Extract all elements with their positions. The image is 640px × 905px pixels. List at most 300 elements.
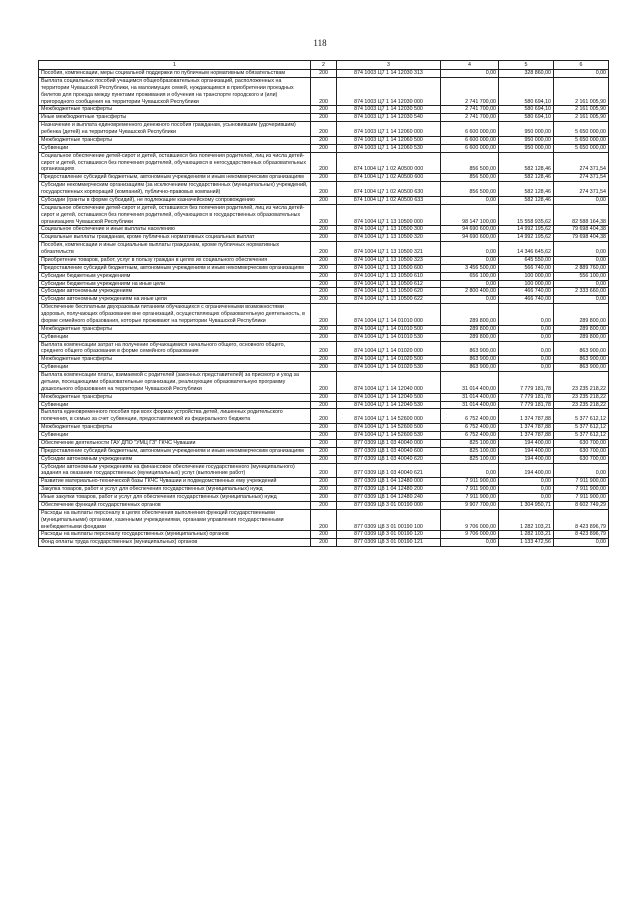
row-executed-amount: 466 740,00 <box>499 296 554 304</box>
row-line-code: 200 <box>311 325 337 333</box>
row-description: Закупка товаров, работ и услуг для обеспечения государственных (муниципальных) нужд <box>39 486 311 494</box>
row-unexecuted-amount: 5 650 000,00 <box>554 122 609 137</box>
row-unexecuted-amount: 5 377 612,12 <box>554 424 609 432</box>
row-line-code: 200 <box>311 242 337 257</box>
table-row <box>39 304 609 326</box>
row-approved-amount: 3 456 500,00 <box>441 264 499 272</box>
row-description: Обеспечение бесплатным двухразовым питанием обучающихся с ограниченными возможностями здоровья, получающих образование вне организаций, осуществляющих образовательную деятельность, в форме семейного образования, которые проживают на территории Чувашской Республики <box>39 304 311 326</box>
row-approved-amount: 0,00 <box>441 296 499 304</box>
row-line-code: 200 <box>311 439 337 447</box>
row-budget-classification-code: 874 1004 Ц7 1 13 10500 300 <box>337 226 441 234</box>
row-approved-amount: 856 500,00 <box>441 152 499 174</box>
row-executed-amount: 7 779 181,78 <box>499 372 554 394</box>
row-line-code: 200 <box>311 455 337 463</box>
row-unexecuted-amount: 863 900,00 <box>554 341 609 356</box>
row-description: Субвенции <box>39 144 311 152</box>
table-row <box>39 509 609 531</box>
table-row <box>39 226 609 234</box>
row-executed-amount: 0,00 <box>499 325 554 333</box>
row-description: Иные межбюджетные трансферты <box>39 114 311 122</box>
table-row <box>39 280 609 288</box>
row-approved-amount: 0,00 <box>441 196 499 204</box>
row-executed-amount: 1 133 472,56 <box>499 539 554 547</box>
row-unexecuted-amount: 5 377 612,12 <box>554 409 609 424</box>
row-budget-classification-code: 874 1003 Ц7 1 14 12060 000 <box>337 122 441 137</box>
row-executed-amount: 1 282 103,21 <box>499 531 554 539</box>
row-description: Субсидии автономным учреждениям <box>39 288 311 296</box>
row-approved-amount: 0,00 <box>441 70 499 78</box>
budget-execution-table <box>38 60 609 547</box>
column-number-5: 5 <box>499 61 554 70</box>
row-line-code: 200 <box>311 463 337 478</box>
row-budget-classification-code: 874 1004 Ц7 1 13 10500 620 <box>337 288 441 296</box>
row-unexecuted-amount: 0,00 <box>554 463 609 478</box>
row-description: Предоставление субсидий бюджетным, автономным учреждениям и иным некоммерческим организациям <box>39 264 311 272</box>
table-body <box>39 70 609 547</box>
row-unexecuted-amount: 863 900,00 <box>554 364 609 372</box>
row-description: Межбюджетные трансферты <box>39 136 311 144</box>
row-unexecuted-amount: 79 698 404,38 <box>554 226 609 234</box>
table-row <box>39 364 609 372</box>
row-approved-amount: 7 911 900,00 <box>441 486 499 494</box>
row-line-code: 200 <box>311 501 337 509</box>
row-line-code: 200 <box>311 288 337 296</box>
row-executed-amount: 645 550,00 <box>499 256 554 264</box>
row-line-code: 200 <box>311 256 337 264</box>
row-executed-amount: 194 400,00 <box>499 455 554 463</box>
row-executed-amount: 0,00 <box>499 364 554 372</box>
row-description: Пособия, компенсации, меры социальной поддержки по публичным нормативным обязательствам <box>39 70 311 78</box>
table-row <box>39 114 609 122</box>
row-approved-amount: 0,00 <box>441 280 499 288</box>
row-executed-amount: 0,00 <box>499 478 554 486</box>
column-number-4: 4 <box>441 61 499 70</box>
row-description: Обеспечение деятельности ГАУ ДПО "УМЦ ГЗ" ГКЧС Чувашии <box>39 439 311 447</box>
row-executed-amount: 15 558 935,62 <box>499 204 554 226</box>
row-line-code: 200 <box>311 204 337 226</box>
row-description: Фонд оплаты труда государственных (муниципальных) органов <box>39 539 311 547</box>
row-budget-classification-code: 874 1004 Ц7 1 02 А0500 600 <box>337 174 441 182</box>
row-budget-classification-code: 874 1004 Ц7 1 14 01020 530 <box>337 364 441 372</box>
row-approved-amount: 31 014 400,00 <box>441 401 499 409</box>
row-line-code: 200 <box>311 174 337 182</box>
row-description: Расходы на выплаты персоналу государственных (муниципальных) органов <box>39 531 311 539</box>
row-executed-amount: 0,00 <box>499 333 554 341</box>
row-approved-amount: 856 500,00 <box>441 174 499 182</box>
row-line-code: 200 <box>311 447 337 455</box>
column-number-6: 6 <box>554 61 609 70</box>
row-budget-classification-code: 874 1004 Ц7 1 14 52600 000 <box>337 409 441 424</box>
table-row <box>39 174 609 182</box>
table-row <box>39 401 609 409</box>
row-budget-classification-code: 877 0309 Ц8 3 01 00190 100 <box>337 509 441 531</box>
row-line-code: 200 <box>311 136 337 144</box>
page-number: 118 <box>313 38 327 48</box>
row-line-code: 200 <box>311 77 337 106</box>
row-approved-amount: 9 907 700,00 <box>441 501 499 509</box>
row-executed-amount: 580 694,10 <box>499 106 554 114</box>
row-unexecuted-amount: 2 889 760,00 <box>554 264 609 272</box>
table-row <box>39 356 609 364</box>
row-executed-amount: 14 346 645,62 <box>499 242 554 257</box>
row-budget-classification-code: 877 0309 Ц8 3 01 00190 000 <box>337 501 441 509</box>
row-line-code: 200 <box>311 152 337 174</box>
row-budget-classification-code: 874 1004 Ц7 1 13 10500 323 <box>337 256 441 264</box>
row-approved-amount: 825 100,00 <box>441 455 499 463</box>
row-line-code: 200 <box>311 393 337 401</box>
row-line-code: 200 <box>311 144 337 152</box>
row-line-code: 200 <box>311 234 337 242</box>
row-approved-amount: 2 741 700,00 <box>441 106 499 114</box>
table-row <box>39 341 609 356</box>
row-budget-classification-code: 874 1004 Ц7 1 02 А0500 000 <box>337 152 441 174</box>
row-budget-classification-code: 874 1004 Ц7 1 13 10500 622 <box>337 296 441 304</box>
row-line-code: 200 <box>311 106 337 114</box>
row-executed-amount: 1 374 787,88 <box>499 424 554 432</box>
row-budget-classification-code: 877 0309 Ц8 3 01 00190 120 <box>337 531 441 539</box>
row-line-code: 200 <box>311 372 337 394</box>
row-description: Выплата единовременного пособия при всех формах устройства детей, лишенных родительского попечения, в семью за счет субвенции, предоставляемой из федерального бюджета <box>39 409 311 424</box>
row-description: Социальные выплаты гражданам, кроме публичных нормативных социальных выплат <box>39 234 311 242</box>
row-executed-amount: 582 128,46 <box>499 152 554 174</box>
row-budget-classification-code: 877 0309 Ц8 1 03 40040 621 <box>337 463 441 478</box>
row-executed-amount: 466 740,00 <box>499 288 554 296</box>
table-row <box>39 463 609 478</box>
row-approved-amount: 656 100,00 <box>441 272 499 280</box>
row-line-code: 200 <box>311 280 337 288</box>
row-unexecuted-amount: 0,00 <box>554 242 609 257</box>
row-budget-classification-code: 874 1004 Ц7 1 13 10500 600 <box>337 264 441 272</box>
row-unexecuted-amount: 274 371,54 <box>554 152 609 174</box>
table-row <box>39 478 609 486</box>
row-unexecuted-amount: 630 700,00 <box>554 455 609 463</box>
row-unexecuted-amount: 0,00 <box>554 296 609 304</box>
row-description: Субвенции <box>39 364 311 372</box>
row-budget-classification-code: 874 1004 Ц7 1 14 52600 530 <box>337 432 441 440</box>
row-budget-classification-code: 874 1004 Ц7 1 14 01010 000 <box>337 304 441 326</box>
table-row <box>39 136 609 144</box>
table-row <box>39 455 609 463</box>
row-approved-amount: 0,00 <box>441 256 499 264</box>
row-unexecuted-amount: 7 911 900,00 <box>554 478 609 486</box>
table-row <box>39 409 609 424</box>
row-unexecuted-amount: 8 423 896,79 <box>554 531 609 539</box>
row-budget-classification-code: 874 1004 Ц7 1 02 А0500 633 <box>337 196 441 204</box>
column-number-2: 2 <box>311 61 337 70</box>
row-budget-classification-code: 874 1003 Ц7 1 14 12060 530 <box>337 144 441 152</box>
row-approved-amount: 0,00 <box>441 539 499 547</box>
row-approved-amount: 31 014 400,00 <box>441 393 499 401</box>
row-unexecuted-amount: 0,00 <box>554 70 609 78</box>
row-description: Субвенции <box>39 401 311 409</box>
row-executed-amount: 1 282 103,21 <box>499 509 554 531</box>
row-description: Расходы на выплаты персоналу в целях обеспечения выполнения функций государственными (муниципальными) органами, казенными учреждениями, органами управления государственными внебюджетными фондами <box>39 509 311 531</box>
row-executed-amount: 7 779 181,78 <box>499 401 554 409</box>
row-description: Субвенции <box>39 432 311 440</box>
row-approved-amount: 289 800,00 <box>441 304 499 326</box>
row-unexecuted-amount: 630 700,00 <box>554 447 609 455</box>
row-line-code: 200 <box>311 401 337 409</box>
row-budget-classification-code: 877 0309 Ц8 1 04 12480 200 <box>337 486 441 494</box>
row-approved-amount: 0,00 <box>441 463 499 478</box>
row-approved-amount: 289 800,00 <box>441 333 499 341</box>
row-unexecuted-amount: 2 161 005,90 <box>554 106 609 114</box>
row-budget-classification-code: 877 0309 Ц8 1 03 40040 620 <box>337 455 441 463</box>
row-unexecuted-amount: 7 911 900,00 <box>554 486 609 494</box>
row-unexecuted-amount: 630 700,00 <box>554 439 609 447</box>
column-number-1: 1 <box>39 61 311 70</box>
row-approved-amount: 94 690 600,00 <box>441 234 499 242</box>
row-unexecuted-amount: 274 371,54 <box>554 174 609 182</box>
table-row <box>39 539 609 547</box>
row-line-code: 200 <box>311 486 337 494</box>
row-executed-amount: 14 992 195,62 <box>499 226 554 234</box>
table-row <box>39 531 609 539</box>
row-line-code: 200 <box>311 409 337 424</box>
row-unexecuted-amount: 0,00 <box>554 196 609 204</box>
row-approved-amount: 7 911 900,00 <box>441 494 499 502</box>
row-approved-amount: 863 900,00 <box>441 356 499 364</box>
row-line-code: 200 <box>311 432 337 440</box>
table-row <box>39 77 609 106</box>
row-approved-amount: 6 752 400,00 <box>441 432 499 440</box>
row-line-code: 200 <box>311 539 337 547</box>
row-description: Субсидии автономным учреждениям на иные цели <box>39 296 311 304</box>
table-row <box>39 333 609 341</box>
row-executed-amount: 0,00 <box>499 486 554 494</box>
row-unexecuted-amount: 2 161 005,90 <box>554 77 609 106</box>
row-executed-amount: 328 860,00 <box>499 70 554 78</box>
row-approved-amount: 2 800 400,00 <box>441 288 499 296</box>
row-description: Межбюджетные трансферты <box>39 106 311 114</box>
row-budget-classification-code: 874 1004 Ц7 1 14 01010 500 <box>337 325 441 333</box>
row-description: Предоставление субсидий бюджетным, автономным учреждениям и иным некоммерческим организациям <box>39 447 311 455</box>
table-row <box>39 106 609 114</box>
table-row <box>39 70 609 78</box>
row-description: Обеспечение функций государственных органов <box>39 501 311 509</box>
row-line-code: 200 <box>311 296 337 304</box>
row-unexecuted-amount: 0,00 <box>554 256 609 264</box>
row-executed-amount: 1 374 787,88 <box>499 409 554 424</box>
row-description: Приобретение товаров, работ, услуг в пользу граждан в целях их социального обеспечения <box>39 256 311 264</box>
row-budget-classification-code: 874 1003 Ц7 1 14 12030 540 <box>337 114 441 122</box>
row-approved-amount: 6 600 000,00 <box>441 136 499 144</box>
table-row <box>39 264 609 272</box>
row-description: Выплата компенсации платы, взимаемой с родителей (законных представителей) за присмотр и уход за детьми, посещающими образовательные организации, реализующие образовательную программу дошкольного образования на территории Чувашской Республики <box>39 372 311 394</box>
row-line-code: 200 <box>311 531 337 539</box>
row-budget-classification-code: 874 1004 Ц7 1 14 01020 500 <box>337 356 441 364</box>
row-approved-amount: 6 600 000,00 <box>441 122 499 137</box>
row-executed-amount: 582 128,46 <box>499 182 554 197</box>
row-budget-classification-code: 874 1004 Ц7 1 13 10500 320 <box>337 234 441 242</box>
row-description: Субсидии автономным учреждениям <box>39 455 311 463</box>
column-number-row <box>39 61 609 70</box>
row-approved-amount: 863 900,00 <box>441 364 499 372</box>
row-budget-classification-code: 874 1004 Ц7 1 13 10500 321 <box>337 242 441 257</box>
row-budget-classification-code: 874 1004 Ц7 1 14 12040 500 <box>337 393 441 401</box>
row-budget-classification-code: 877 0309 Ц8 1 03 40040 600 <box>337 447 441 455</box>
table-row <box>39 393 609 401</box>
row-approved-amount: 2 741 700,00 <box>441 77 499 106</box>
row-executed-amount: 194 400,00 <box>499 463 554 478</box>
row-line-code: 200 <box>311 114 337 122</box>
row-description: Предоставление субсидий бюджетным, автономным учреждениям и иным некоммерческим организациям <box>39 174 311 182</box>
row-budget-classification-code: 877 0309 Ц8 3 01 00190 121 <box>337 539 441 547</box>
table-row <box>39 152 609 174</box>
row-unexecuted-amount: 23 235 218,22 <box>554 372 609 394</box>
table-row <box>39 272 609 280</box>
row-line-code: 200 <box>311 356 337 364</box>
row-line-code: 200 <box>311 70 337 78</box>
row-executed-amount: 950 000,00 <box>499 136 554 144</box>
row-executed-amount: 0,00 <box>499 304 554 326</box>
table-row <box>39 447 609 455</box>
row-budget-classification-code: 874 1004 Ц7 1 14 12040 530 <box>337 401 441 409</box>
row-line-code: 200 <box>311 304 337 326</box>
table-row <box>39 424 609 432</box>
row-budget-classification-code: 874 1004 Ц7 1 13 10500 612 <box>337 280 441 288</box>
row-approved-amount: 9 706 000,00 <box>441 531 499 539</box>
row-unexecuted-amount: 2 161 005,90 <box>554 114 609 122</box>
row-executed-amount: 1 374 787,88 <box>499 432 554 440</box>
row-unexecuted-amount: 23 235 218,22 <box>554 393 609 401</box>
row-executed-amount: 580 694,10 <box>499 77 554 106</box>
row-executed-amount: 950 000,00 <box>499 122 554 137</box>
row-unexecuted-amount: 274 371,54 <box>554 182 609 197</box>
row-description: Развитие материально-технической базы ГКЧС Чувашии и подведомственных ему учреждений <box>39 478 311 486</box>
row-budget-classification-code: 874 1003 Ц7 1 14 12030 500 <box>337 106 441 114</box>
table-row <box>39 296 609 304</box>
row-line-code: 200 <box>311 272 337 280</box>
table-row <box>39 256 609 264</box>
table-row <box>39 288 609 296</box>
row-approved-amount: 6 752 400,00 <box>441 409 499 424</box>
row-budget-classification-code: 874 1003 Ц7 1 14 12030 000 <box>337 77 441 106</box>
row-unexecuted-amount: 2 333 660,00 <box>554 288 609 296</box>
table-row <box>39 144 609 152</box>
row-line-code: 200 <box>311 226 337 234</box>
row-approved-amount: 0,00 <box>441 242 499 257</box>
row-executed-amount: 100 000,00 <box>499 272 554 280</box>
row-budget-classification-code: 877 0309 Ц8 1 03 40040 000 <box>337 439 441 447</box>
row-description: Иные закупки товаров, работ и услуг для обеспечения государственных (муниципальных) нужд <box>39 494 311 502</box>
row-description: Межбюджетные трансферты <box>39 424 311 432</box>
row-description: Социальное обеспечение и иные выплаты населению <box>39 226 311 234</box>
table-row <box>39 234 609 242</box>
row-approved-amount: 825 100,00 <box>441 447 499 455</box>
row-description: Субсидии бюджетным учреждениям на иные цели <box>39 280 311 288</box>
row-approved-amount: 289 800,00 <box>441 325 499 333</box>
row-unexecuted-amount: 23 235 218,22 <box>554 401 609 409</box>
row-description: Назначение и выплата единовременного денежного пособия гражданам, усыновившим (удочерившим) ребенка (детей) на территории Чувашской Республики <box>39 122 311 137</box>
row-executed-amount: 0,00 <box>499 494 554 502</box>
row-description: Пособия, компенсации и иные социальные выплаты гражданам, кроме публичных нормативных обязательств <box>39 242 311 257</box>
row-executed-amount: 950 000,00 <box>499 144 554 152</box>
table-row <box>39 196 609 204</box>
row-unexecuted-amount: 5 650 000,00 <box>554 144 609 152</box>
row-description: Субсидии бюджетным учреждениям <box>39 272 311 280</box>
row-unexecuted-amount: 5 650 000,00 <box>554 136 609 144</box>
row-unexecuted-amount: 0,00 <box>554 280 609 288</box>
row-executed-amount: 0,00 <box>499 341 554 356</box>
row-unexecuted-amount: 289 800,00 <box>554 304 609 326</box>
table-row <box>39 372 609 394</box>
row-budget-classification-code: 874 1004 Ц7 1 14 12040 000 <box>337 372 441 394</box>
row-description: Субвенции <box>39 333 311 341</box>
row-unexecuted-amount: 8 423 896,79 <box>554 509 609 531</box>
row-line-code: 200 <box>311 333 337 341</box>
row-unexecuted-amount: 289 800,00 <box>554 325 609 333</box>
row-executed-amount: 0,00 <box>499 356 554 364</box>
row-budget-classification-code: 874 1004 Ц7 1 14 01020 000 <box>337 341 441 356</box>
row-budget-classification-code: 874 1004 Ц7 1 14 01010 530 <box>337 333 441 341</box>
row-line-code: 200 <box>311 478 337 486</box>
row-approved-amount: 7 911 900,00 <box>441 478 499 486</box>
row-approved-amount: 6 600 000,00 <box>441 144 499 152</box>
row-description: Субсидии некоммерческим организациям (за исключением государственных (муниципальных) учреждений, государственных корпораций (компаний), публично-правовых компаний) <box>39 182 311 197</box>
row-budget-classification-code: 877 0309 Ц8 1 04 12480 240 <box>337 494 441 502</box>
row-description: Социальное обеспечение детей-сирот и детей, оставшихся без попечения родителей, лиц из числа детей-сирот и детей, оставшихся без попечения родителей, обучающихся в государственных образовательных организациях Чувашской Республики <box>39 204 311 226</box>
row-line-code: 200 <box>311 122 337 137</box>
row-executed-amount: 194 400,00 <box>499 447 554 455</box>
row-line-code: 200 <box>311 494 337 502</box>
row-unexecuted-amount: 0,00 <box>554 539 609 547</box>
table-row <box>39 242 609 257</box>
row-approved-amount: 31 014 400,00 <box>441 372 499 394</box>
row-unexecuted-amount: 5 377 612,12 <box>554 432 609 440</box>
table-row <box>39 204 609 226</box>
row-approved-amount: 2 741 700,00 <box>441 114 499 122</box>
row-executed-amount: 14 992 195,62 <box>499 234 554 242</box>
row-budget-classification-code: 874 1004 Ц7 1 14 52600 500 <box>337 424 441 432</box>
row-budget-classification-code: 874 1003 Ц7 1 14 12030 313 <box>337 70 441 78</box>
row-description: Социальное обеспечение детей-сирот и детей, оставшихся без попечения родителей, лиц из числа детей-сирот и детей, оставшихся без попечения родителей, обучающихся в негосударственных образовательных организациях <box>39 152 311 174</box>
column-number-3: 3 <box>337 61 441 70</box>
row-budget-classification-code: 877 0309 Ц8 1 04 12480 000 <box>337 478 441 486</box>
row-executed-amount: 582 128,46 <box>499 174 554 182</box>
row-executed-amount: 194 400,00 <box>499 439 554 447</box>
row-description: Межбюджетные трансферты <box>39 325 311 333</box>
row-description: Субсидии автономным учреждениям на финансовое обеспечение государственного (муниципального) задания на оказание государственных (муниципальных) услуг (выполнение работ) <box>39 463 311 478</box>
row-line-code: 200 <box>311 341 337 356</box>
row-description: Выплата социальных пособий учащимся общеобразовательных организаций, расположенных на территории Чувашской Республики, на малоимущих семей, нуждающимся в приобретении проездных билетов для проезда между пунктами проживания и обучения на транспорте городского и (или) пригородного сообщения на территории Чувашской Республики <box>39 77 311 106</box>
row-unexecuted-amount: 289 800,00 <box>554 333 609 341</box>
row-line-code: 200 <box>311 364 337 372</box>
row-description: Межбюджетные трансферты <box>39 356 311 364</box>
row-unexecuted-amount: 79 698 404,38 <box>554 234 609 242</box>
row-executed-amount: 580 694,10 <box>499 114 554 122</box>
row-unexecuted-amount: 556 100,00 <box>554 272 609 280</box>
row-unexecuted-amount: 82 588 164,38 <box>554 204 609 226</box>
row-unexecuted-amount: 7 911 900,00 <box>554 494 609 502</box>
table-row <box>39 122 609 137</box>
row-executed-amount: 582 128,46 <box>499 196 554 204</box>
row-unexecuted-amount: 8 602 749,29 <box>554 501 609 509</box>
row-approved-amount: 856 500,00 <box>441 182 499 197</box>
row-approved-amount: 94 690 600,00 <box>441 226 499 234</box>
row-line-code: 200 <box>311 509 337 531</box>
row-approved-amount: 9 706 000,00 <box>441 509 499 531</box>
row-budget-classification-code: 874 1004 Ц7 1 02 А0500 630 <box>337 182 441 197</box>
row-description: Субсидии (гранты в форме субсидий), не подлежащие казначейскому сопровождению <box>39 196 311 204</box>
row-line-code: 200 <box>311 182 337 197</box>
row-executed-amount: 100 000,00 <box>499 280 554 288</box>
table-row <box>39 486 609 494</box>
row-description: Межбюджетные трансферты <box>39 393 311 401</box>
row-approved-amount: 825 100,00 <box>441 439 499 447</box>
row-line-code: 200 <box>311 424 337 432</box>
row-approved-amount: 6 752 400,00 <box>441 424 499 432</box>
